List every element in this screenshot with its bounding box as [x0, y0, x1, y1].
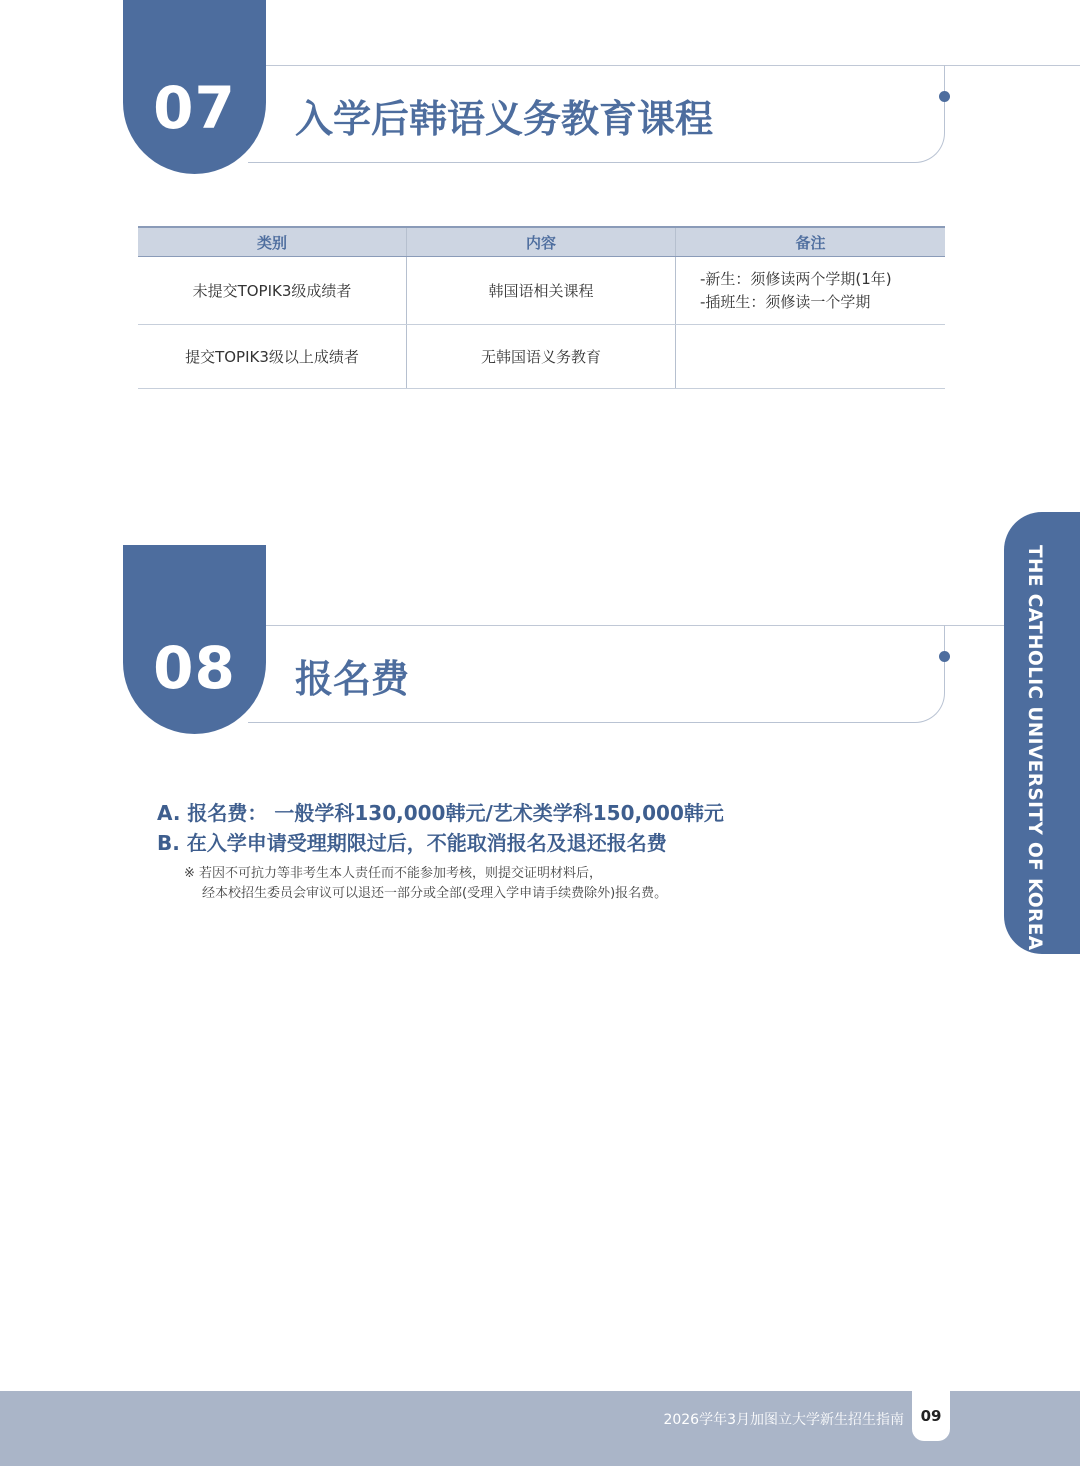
column-header-category: 类别: [256, 233, 287, 252]
cell-content: 无韩国语义务教育: [406, 325, 675, 388]
column-header-content: 内容: [406, 228, 675, 256]
header-dot: [939, 91, 950, 102]
note-line: -插班生：须修读一个学期: [700, 292, 871, 311]
cell-category: 未提交TOPIK3级成绩者: [192, 282, 352, 300]
fee-note-line: 经本校招生委员会审议可以退还一部分或全部(受理入学申请手续费除外)报名费。: [202, 886, 668, 901]
footer-title: 2026学年3月加图立大学新生招生指南: [663, 1412, 904, 1428]
cell-notes: [675, 257, 945, 324]
cell-content: 韩国语相关课程: [406, 257, 675, 324]
section-number: 08: [123, 545, 266, 734]
column-header-notes: 备注: [675, 228, 945, 256]
table-header-row: [138, 226, 945, 257]
section-number: 07: [123, 0, 266, 174]
fee-line-b: B. 在入学申请受理期限过后，不能取消报名及退还报名费: [157, 831, 667, 855]
note-line: -新生：须修读两个学期(1年): [700, 269, 892, 288]
section-title: 入学后韩语义务教育课程: [295, 97, 714, 141]
korean-course-table: [138, 226, 945, 389]
section-title: 报名费: [295, 657, 410, 701]
table-row: [138, 325, 945, 389]
page-number: 09: [912, 1391, 950, 1441]
fee-line-a: A. 报名费： 一般学科130,000韩元/艺术类学科150,000韩元: [157, 801, 724, 825]
table-row: [138, 257, 945, 325]
header-dot: [939, 651, 950, 662]
cell-category: 提交TOPIK3级以上成绩者: [185, 348, 359, 366]
cell-notes: [675, 325, 945, 388]
fee-note-line: ※ 若因不可抗力等非考生本人责任而不能参加考核，则提交证明材料后，: [184, 866, 603, 881]
side-tab-label: THE CATHOLIC UNIVERSITY OF KOREA: [1024, 545, 1045, 951]
